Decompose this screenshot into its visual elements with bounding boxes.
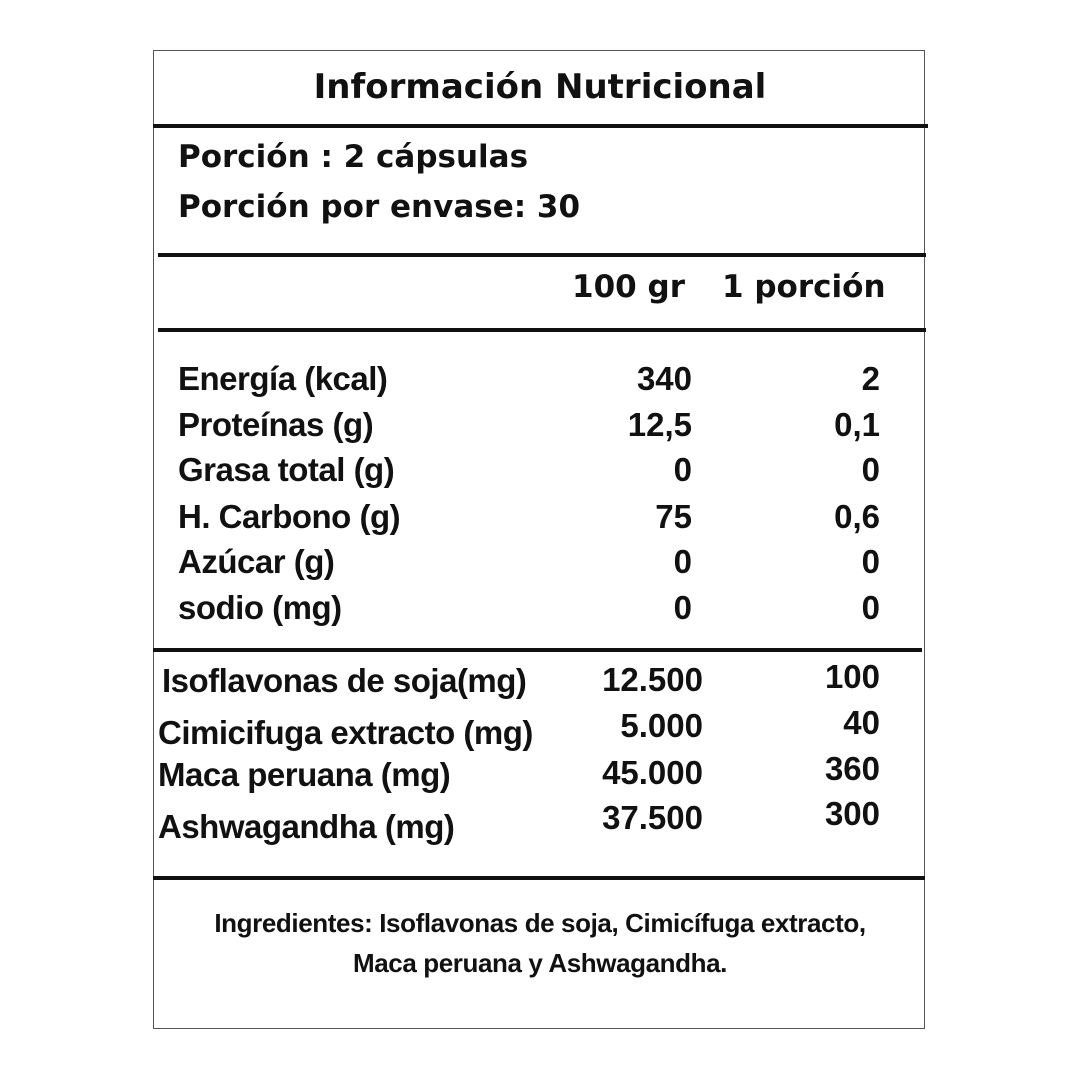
- label-title: Información Nutricional: [313, 67, 767, 107]
- header-divider: [158, 328, 926, 332]
- serving-divider: [158, 253, 926, 257]
- active-value-serving: 360: [824, 750, 880, 787]
- nutrient-value-100g: 340: [636, 360, 692, 397]
- nutrient-name: Proteínas (g): [178, 406, 374, 443]
- nutrient-value-serving: 0: [861, 589, 880, 626]
- servings-per-container: Porción por envase: 30: [178, 189, 581, 225]
- nutrient-name: Energía (kcal): [178, 360, 388, 397]
- active-name: Maca peruana (mg): [158, 756, 451, 793]
- nutrient-value-serving: 0: [861, 451, 880, 488]
- nutrient-name: Grasa total (g): [178, 451, 395, 488]
- active-name: Isoflavonas de soja(mg): [162, 662, 527, 699]
- nutrient-value-serving: 2: [861, 360, 880, 397]
- nutrient-value-100g: 0: [673, 589, 692, 626]
- active-value-serving: 100: [824, 658, 880, 695]
- active-value-100g: 45.000: [602, 754, 703, 791]
- nutrient-value-serving: 0,6: [834, 498, 880, 535]
- active-value-serving: 40: [843, 704, 880, 741]
- column-header-100g: 100 gr: [572, 269, 685, 305]
- column-header-per-serving: 1 porción: [722, 269, 886, 305]
- title-divider: [153, 124, 928, 128]
- active-value-serving: 300: [824, 795, 880, 832]
- active-name: Ashwagandha (mg): [158, 808, 455, 845]
- serving-size: Porción : 2 cápsulas: [178, 139, 529, 175]
- nutrient-name: Azúcar (g): [178, 543, 335, 580]
- active-value-100g: 37.500: [602, 799, 703, 836]
- nutrient-value-100g: 0: [673, 451, 692, 488]
- nutrient-name: H. Carbono (g): [178, 498, 401, 535]
- nutrient-value-100g: 12,5: [627, 406, 692, 443]
- nutrients-divider: [153, 648, 922, 652]
- nutrient-value-serving: 0,1: [834, 406, 880, 443]
- ingredients-line-1: Ingredientes: Isoflavonas de soja, Cimicífuga extracto,: [214, 908, 866, 938]
- active-value-100g: 12.500: [602, 661, 703, 698]
- ingredients-line-2: Maca peruana y Ashwagandha.: [352, 948, 728, 978]
- active-value-100g: 5.000: [620, 707, 703, 744]
- active-name: Cimicifuga extracto (mg): [158, 714, 533, 751]
- actives-divider: [153, 876, 925, 880]
- nutrient-name: sodio (mg): [178, 589, 342, 626]
- nutrient-value-serving: 0: [861, 543, 880, 580]
- nutrient-value-100g: 0: [673, 543, 692, 580]
- nutrient-value-100g: 75: [655, 498, 692, 535]
